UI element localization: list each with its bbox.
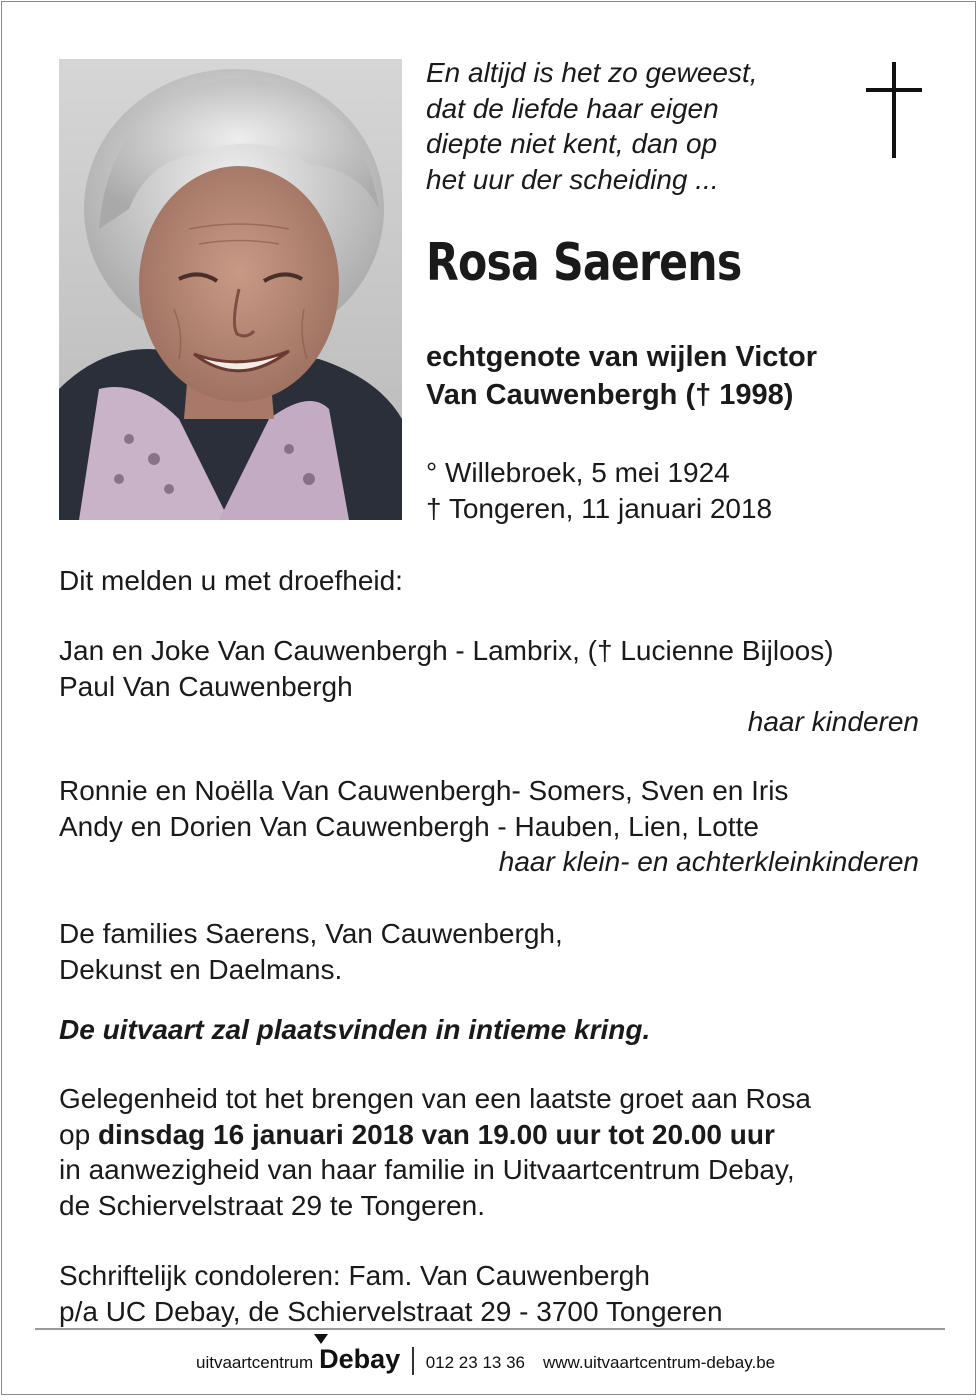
footer <box>196 1344 775 1378</box>
funeral-block <box>59 1012 919 1048</box>
visitation-prefix: op <box>59 1118 98 1150</box>
life-dates <box>426 455 772 527</box>
death-date: † Tongeren, 11 januari 2018 <box>426 493 773 524</box>
families-block <box>59 916 919 987</box>
spouse-info <box>426 338 817 414</box>
families-line: De families Saerens, Van Cauwenbergh, <box>59 918 563 949</box>
footer-brand-small: uitvaartcentrum <box>196 1353 314 1372</box>
grandchildren-line: Andy en Dorien Van Cauwenbergh - Hauben, Lien, Lotte <box>59 810 759 842</box>
spouse-line: Van Cauwenbergh († 1998) <box>426 379 794 411</box>
poem-line: En altijd is het zo geweest, <box>426 57 758 88</box>
memorial-poem <box>426 55 846 197</box>
portrait-photo <box>59 59 402 520</box>
poem-line: het uur der scheiding ... <box>426 163 719 195</box>
footer-separator <box>412 1347 414 1375</box>
visitation-line <box>59 1117 919 1153</box>
cross-icon <box>866 62 922 158</box>
deceased-name: Rosa Saerens <box>426 233 742 293</box>
footer-website-link[interactable]: www.uitvaartcentrum-debay.be <box>542 1353 776 1372</box>
children-block <box>59 633 919 740</box>
triangle-marker-icon <box>314 1334 328 1344</box>
children-line: Paul Van Cauwenbergh <box>59 670 353 702</box>
poem-line: dat de liefde haar eigen <box>426 92 719 124</box>
families-line: Dekunst en Daelmans. <box>59 953 343 985</box>
grandchildren-block <box>59 773 919 880</box>
footer-brand-name: Debay <box>319 1344 401 1374</box>
visitation-block <box>59 1081 919 1223</box>
footer-divider <box>35 1328 945 1330</box>
visitation-line: de Schiervelstraat 29 te Tongeren. <box>59 1189 485 1221</box>
poem-line: diepte niet kent, dan op <box>426 128 718 159</box>
visitation-line: in aanwezigheid van haar familie in Uitvaartcentrum Debay, <box>59 1154 795 1185</box>
grandchildren-line: Ronnie en Noëlla Van Cauwenbergh- Somers, Sven en Iris <box>59 775 789 806</box>
children-line: Jan en Joke Van Cauwenbergh - Lambrix, († Lucienne Bijloos) <box>59 635 834 666</box>
intro-text <box>59 563 919 599</box>
condolences-line: Schriftelijk condoleren: Fam. Van Cauwenbergh <box>59 1260 650 1291</box>
funeral-notice: De uitvaart zal plaatsvinden in intieme kring. <box>59 1014 651 1045</box>
grandchildren-role: haar klein- en achterkleinkinderen <box>498 846 919 877</box>
intro-line: Dit melden u met droefheid: <box>59 565 403 596</box>
visitation-datetime: dinsdag 16 januari 2018 van 19.00 uur tot 20.00 uur <box>97 1118 775 1150</box>
children-role: haar kinderen <box>747 706 919 737</box>
visitation-line: Gelegenheid tot het brengen van een laatste groet aan Rosa <box>59 1083 811 1114</box>
condolences-block <box>59 1258 919 1329</box>
footer-phone: 012 23 13 36 <box>425 1353 525 1372</box>
condolences-line: p/a UC Debay, de Schiervelstraat 29 - 3700 Tongeren <box>59 1295 723 1327</box>
spouse-line: echtgenote van wijlen Victor <box>426 341 818 373</box>
birth-date: ° Willebroek, 5 mei 1924 <box>426 457 730 488</box>
